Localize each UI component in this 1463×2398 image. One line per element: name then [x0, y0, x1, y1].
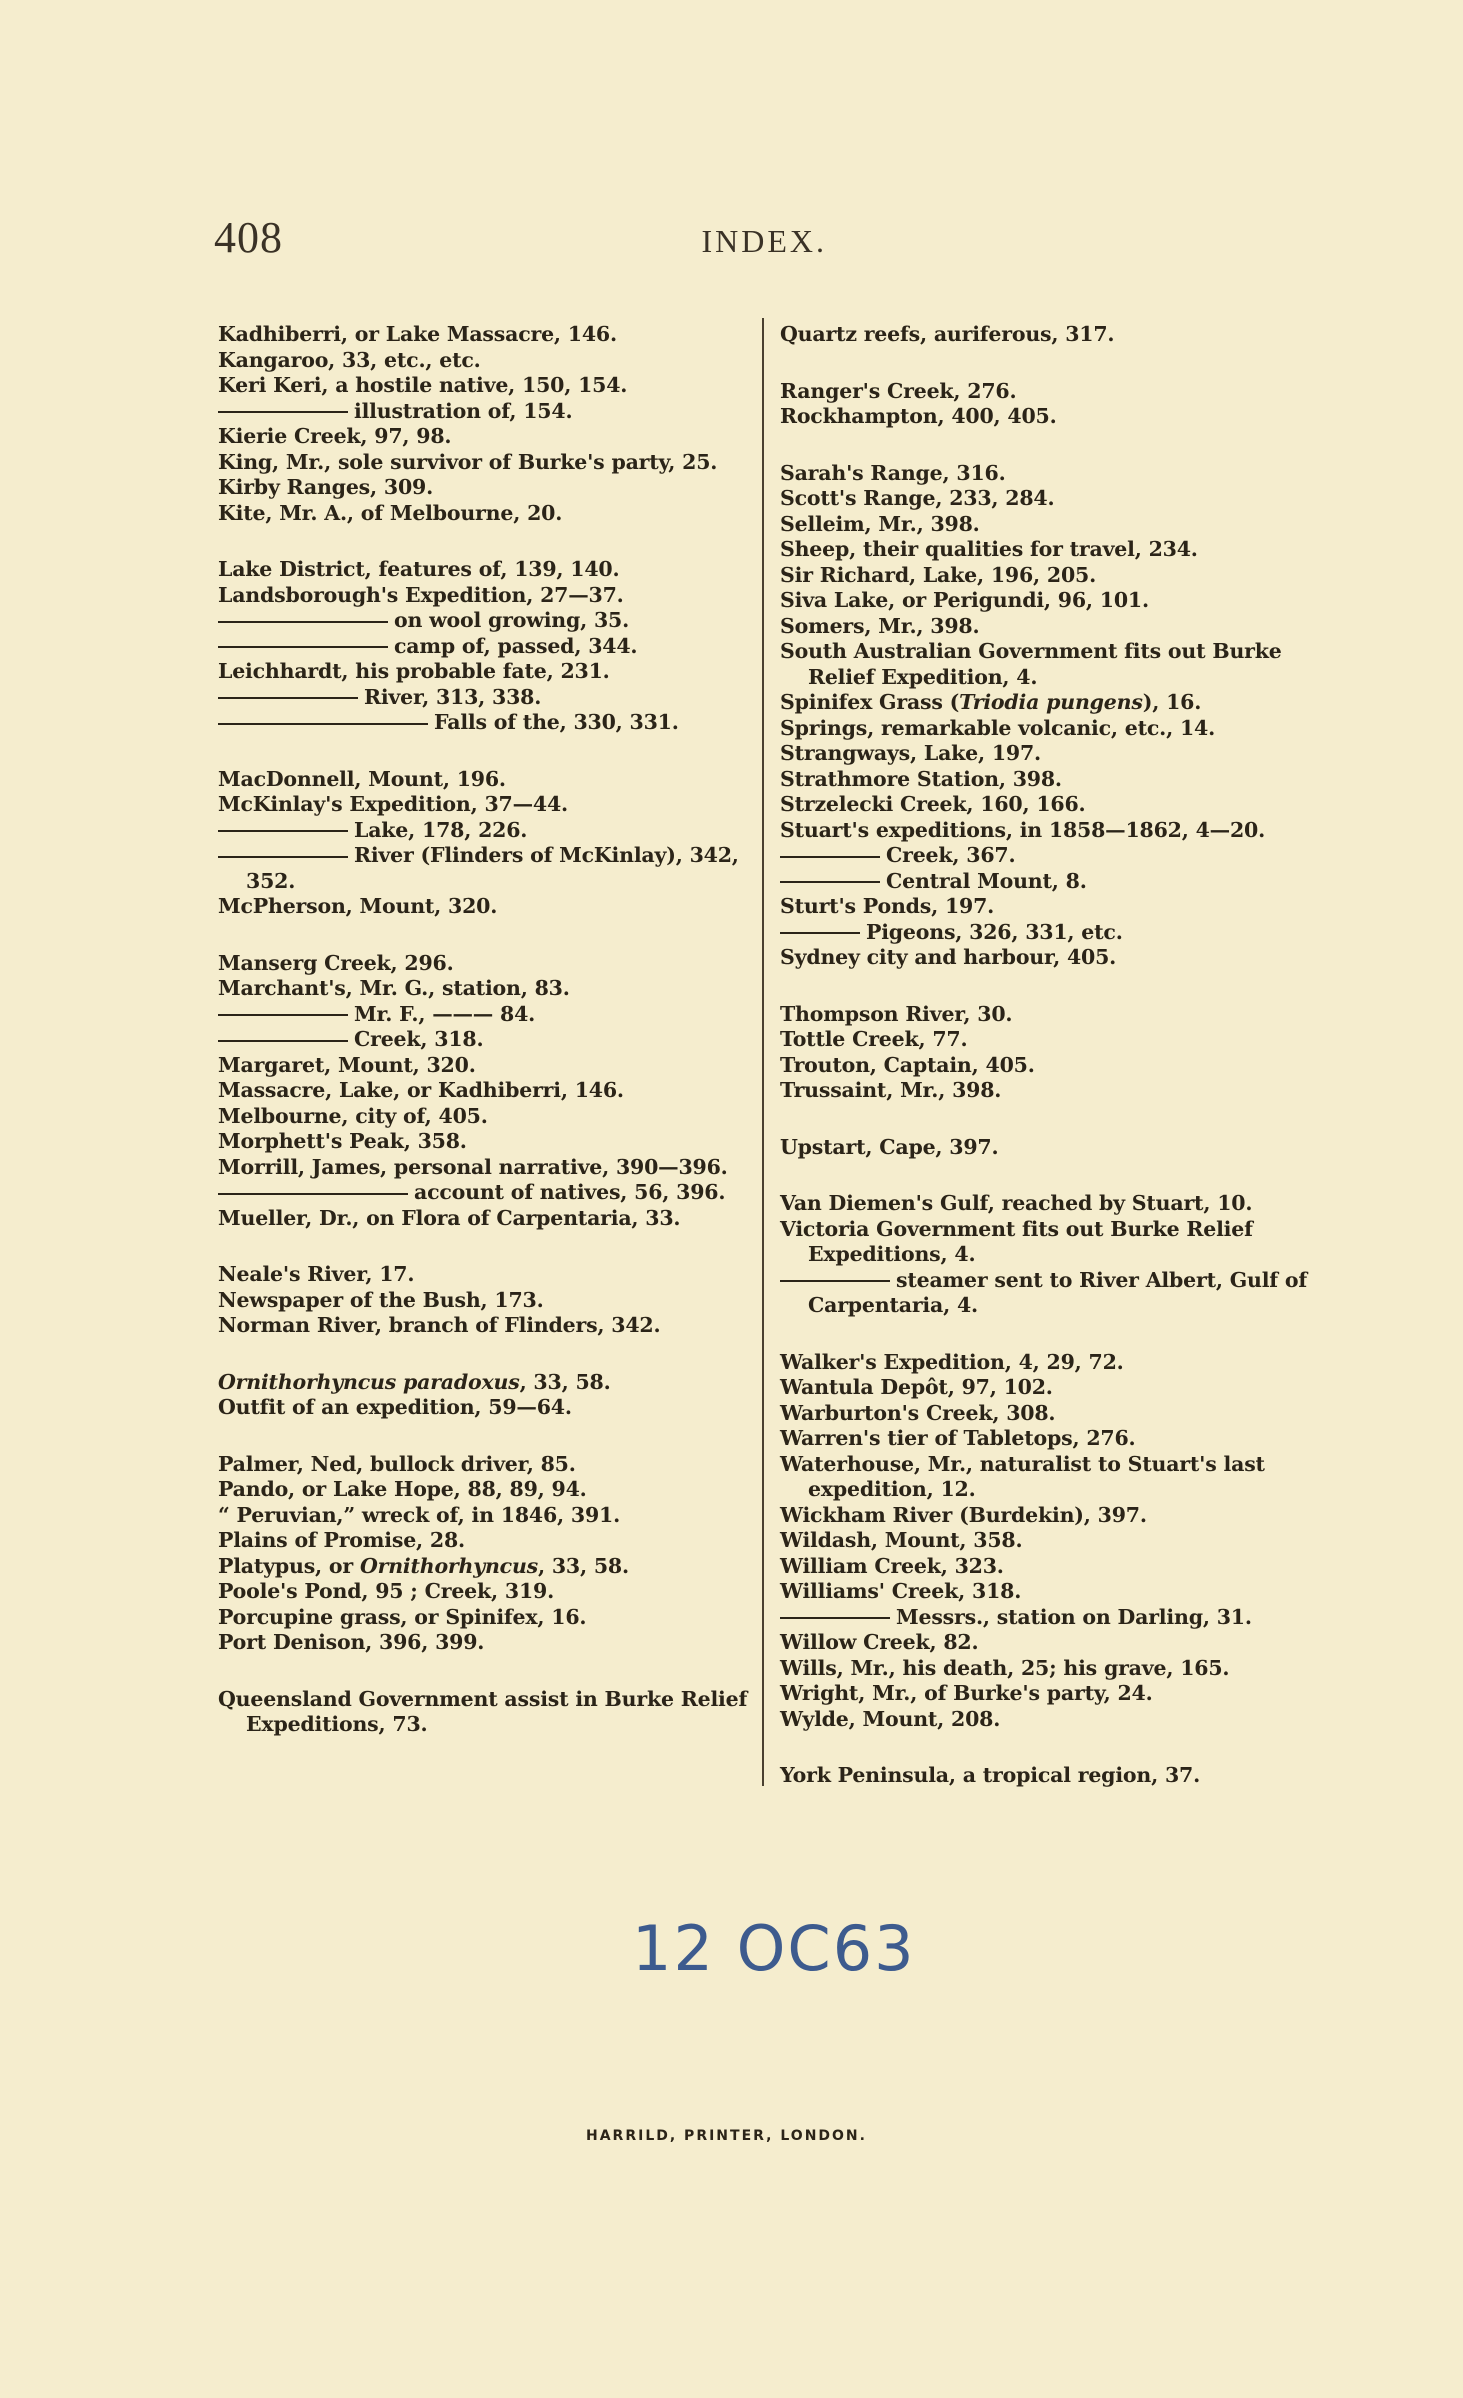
- index-letter-group: [218, 1370, 748, 1421]
- index-entry: steamer sent to River Albert, Gulf of Carpentaria, 4.: [780, 1268, 1310, 1319]
- index-entry: Wright, Mr., of Burke's party, 24.: [780, 1681, 1153, 1705]
- index-letter-group: [218, 951, 748, 1232]
- index-entry: River, 313, 338.: [218, 685, 748, 711]
- index-entry: Landsborough's Expedition, 27—37.: [218, 582, 624, 607]
- ditto-rule: [218, 1193, 408, 1195]
- index-letter-group: [780, 1763, 1310, 1789]
- index-entry: Wickham River (Burdekin), 397.: [780, 1502, 1147, 1527]
- index-entry: McPherson, Mount, 320.: [218, 894, 498, 918]
- index-entry: Ornithorhyncus paradoxus, 33, 58.: [218, 1369, 611, 1394]
- index-entry: Wildash, Mount, 358.: [780, 1528, 1023, 1552]
- index-entry: Palmer, Ned, bullock driver, 85.: [218, 1451, 576, 1476]
- index-entry: account of natives, 56, 396.: [218, 1180, 748, 1206]
- ditto-rule: [218, 856, 348, 858]
- index-entry: Sydney city and harbour, 405.: [780, 945, 1117, 969]
- index-entry: Rockhampton, 400, 405.: [780, 404, 1057, 428]
- index-entry: Wills, Mr., his death, 25; his grave, 165.: [780, 1655, 1230, 1680]
- index-letter-group: [218, 1452, 748, 1656]
- printer-imprint: HARRILD, PRINTER, LONDON.: [586, 2128, 867, 2144]
- index-entry: Springs, remarkable volcanic, etc., 14.: [780, 715, 1216, 740]
- ditto-rule: [218, 646, 388, 648]
- index-entry: Sturt's Ponds, 197.: [780, 894, 995, 918]
- index-entry: Pigeons, 326, 331, etc.: [780, 920, 1310, 946]
- index-entry: Somers, Mr., 398.: [780, 613, 980, 638]
- index-entry: William Creek, 323.: [780, 1553, 1004, 1578]
- index-entry: Melbourne, city of, 405.: [218, 1103, 488, 1128]
- index-letter-group: [780, 461, 1310, 971]
- index-entry: Manserg Creek, 296.: [218, 950, 454, 975]
- index-entry: Waterhouse, Mr., naturalist to Stuart's last expedition, 12.: [780, 1451, 1265, 1501]
- index-entry: Outfit of an expedition, 59—64.: [218, 1395, 572, 1419]
- index-entry: MacDonnell, Mount, 196.: [218, 766, 506, 791]
- ditto-rule: [218, 697, 358, 699]
- library-stamp: 12 OC63: [632, 1912, 916, 1985]
- index-entry: Leichhardt, his probable fate, 231.: [218, 659, 610, 683]
- index-entry: Margaret, Mount, 320.: [218, 1052, 476, 1077]
- column-divider: [762, 318, 764, 1786]
- index-entry: Warburton's Creek, 308.: [780, 1400, 1056, 1425]
- index-entry: Pando, or Lake Hope, 88, 89, 94.: [218, 1477, 587, 1501]
- index-entry: Massacre, Lake, or Kadhiberri, 146.: [218, 1078, 624, 1102]
- index-entry: Trussaint, Mr., 398.: [780, 1078, 1002, 1102]
- index-entry: Morphett's Peak, 358.: [218, 1129, 467, 1153]
- index-letter-group: [780, 1191, 1310, 1319]
- index-entry: Creek, 367.: [780, 843, 1310, 869]
- index-entry: Creek, 318.: [218, 1027, 748, 1053]
- index-entry: Mr. F., ——— 84.: [218, 1002, 748, 1028]
- index-entry: Upstart, Cape, 397.: [780, 1134, 999, 1159]
- index-entry: Poole's Pond, 95 ; Creek, 319.: [218, 1579, 555, 1603]
- index-entry: Sarah's Range, 316.: [780, 460, 1006, 485]
- index-letter-group: [780, 322, 1310, 348]
- index-entry: illustration of, 154.: [218, 399, 748, 425]
- index-entry: Kite, Mr. A., of Melbourne, 20.: [218, 500, 563, 525]
- index-entry: Newspaper of the Bush, 173.: [218, 1287, 544, 1312]
- index-entry: Central Mount, 8.: [780, 869, 1310, 895]
- index-entry: Messrs., station on Darling, 31.: [780, 1605, 1310, 1631]
- index-entry: Kirby Ranges, 309.: [218, 475, 434, 499]
- index-entry: South Australian Government fits out Burke Relief Expedition, 4.: [780, 639, 1282, 689]
- index-letter-group: [218, 1262, 748, 1339]
- ditto-rule: [218, 621, 388, 623]
- ditto-rule: [780, 881, 880, 883]
- index-entry: Keri Keri, a hostile native, 150, 154.: [218, 373, 628, 397]
- page-header: [214, 212, 1239, 263]
- ditto-rule: [780, 1617, 890, 1619]
- index-entry: Spinifex Grass (Triodia pungens), 16.: [780, 690, 1202, 714]
- index-letter-group: [218, 322, 748, 526]
- index-entry: Van Diemen's Gulf, reached by Stuart, 10.: [780, 1191, 1253, 1215]
- page-number: 408: [214, 213, 283, 262]
- index-entry: Kierie Creek, 97, 98.: [218, 424, 452, 448]
- index-entry: Marchant's, Mr. G., station, 83.: [218, 976, 570, 1000]
- index-entry: Port Denison, 396, 399.: [218, 1630, 485, 1654]
- index-entry: Walker's Expedition, 4, 29, 72.: [780, 1349, 1124, 1374]
- index-entry: Siva Lake, or Perigundi, 96, 101.: [780, 588, 1149, 612]
- index-entry: Kangaroo, 33, etc., etc.: [218, 347, 481, 372]
- index-entry: Sir Richard, Lake, 196, 205.: [780, 562, 1097, 587]
- index-entry: Thompson River, 30.: [780, 1001, 1013, 1026]
- index-entry: River (Flinders of McKinlay), 342, 352.: [218, 843, 748, 894]
- index-entry: Tottle Creek, 77.: [780, 1027, 968, 1051]
- index-column-left: [218, 322, 748, 1769]
- ditto-rule: [218, 1014, 348, 1016]
- index-entry: on wool growing, 35.: [218, 608, 748, 634]
- index-entry: Scott's Range, 233, 284.: [780, 486, 1055, 510]
- index-letter-group: [780, 1350, 1310, 1733]
- index-entry: Queensland Government assist in Burke Relief Expeditions, 73.: [218, 1686, 748, 1736]
- index-entry: Strzelecki Creek, 160, 166.: [780, 792, 1086, 816]
- index-entry: Stuart's expeditions, in 1858—1862, 4—20.: [780, 817, 1266, 842]
- index-entry: Sheep, their qualities for travel, 234.: [780, 537, 1198, 561]
- index-entry: Victoria Government fits out Burke Relief Expeditions, 4.: [780, 1216, 1253, 1266]
- index-entry: Platypus, or Ornithorhyncus, 33, 58.: [218, 1553, 629, 1578]
- ditto-rule: [218, 723, 428, 725]
- index-entry: York Peninsula, a tropical region, 37.: [780, 1763, 1201, 1787]
- index-letter-group: [780, 1002, 1310, 1104]
- ditto-rule: [780, 932, 860, 934]
- index-entry: Mueller, Dr., on Flora of Carpentaria, 33.: [218, 1205, 681, 1230]
- index-entry: Wylde, Mount, 208.: [780, 1706, 1001, 1731]
- index-entry: Quartz reefs, auriferous, 317.: [780, 322, 1115, 346]
- index-entry: camp of, passed, 344.: [218, 634, 748, 660]
- index-entry: “ Peruvian,” wreck of, in 1846, 391.: [218, 1502, 621, 1527]
- index-entry: Ranger's Creek, 276.: [780, 378, 1017, 403]
- index-entry: Lake District, features of, 139, 140.: [218, 557, 620, 581]
- ditto-rule: [780, 856, 880, 858]
- index-entry: Williams' Creek, 318.: [780, 1579, 1022, 1603]
- index-entry: Porcupine grass, or Spinifex, 16.: [218, 1604, 587, 1629]
- index-entry: Trouton, Captain, 405.: [780, 1052, 1035, 1077]
- index-letter-group: [780, 1135, 1310, 1161]
- index-letter-group: [218, 1687, 748, 1738]
- index-letter-group: [780, 379, 1310, 430]
- index-entry: King, Mr., sole survivor of Burke's party, 25.: [218, 449, 718, 474]
- index-entry: Neale's River, 17.: [218, 1262, 415, 1286]
- index-entry: Plains of Promise, 28.: [218, 1528, 465, 1552]
- index-entry: Selleim, Mr., 398.: [780, 511, 980, 536]
- index-entry: McKinlay's Expedition, 37—44.: [218, 792, 568, 816]
- ditto-rule: [218, 1040, 348, 1042]
- index-column-right: [780, 322, 1310, 1820]
- index-letter-group: [218, 767, 748, 920]
- ditto-rule: [218, 411, 348, 413]
- index-entry: Falls of the, 330, 331.: [218, 710, 748, 736]
- index-entry: Warren's tier of Tabletops, 276.: [780, 1426, 1136, 1450]
- ditto-rule: [780, 1280, 890, 1282]
- index-entry: Strangways, Lake, 197.: [780, 741, 1041, 765]
- ditto-rule: [218, 830, 348, 832]
- index-entry: Morrill, James, personal narrative, 390—396.: [218, 1154, 728, 1179]
- index-entry: Strathmore Station, 398.: [780, 766, 1062, 791]
- running-head: INDEX.: [701, 223, 827, 259]
- index-entry: Kadhiberri, or Lake Massacre, 146.: [218, 322, 617, 346]
- index-entry: Wantula Depôt, 97, 102.: [780, 1375, 1053, 1399]
- index-entry: Lake, 178, 226.: [218, 818, 748, 844]
- index-entry: Willow Creek, 82.: [780, 1630, 979, 1654]
- index-entry: Norman River, branch of Flinders, 342.: [218, 1313, 661, 1337]
- index-letter-group: [218, 557, 748, 736]
